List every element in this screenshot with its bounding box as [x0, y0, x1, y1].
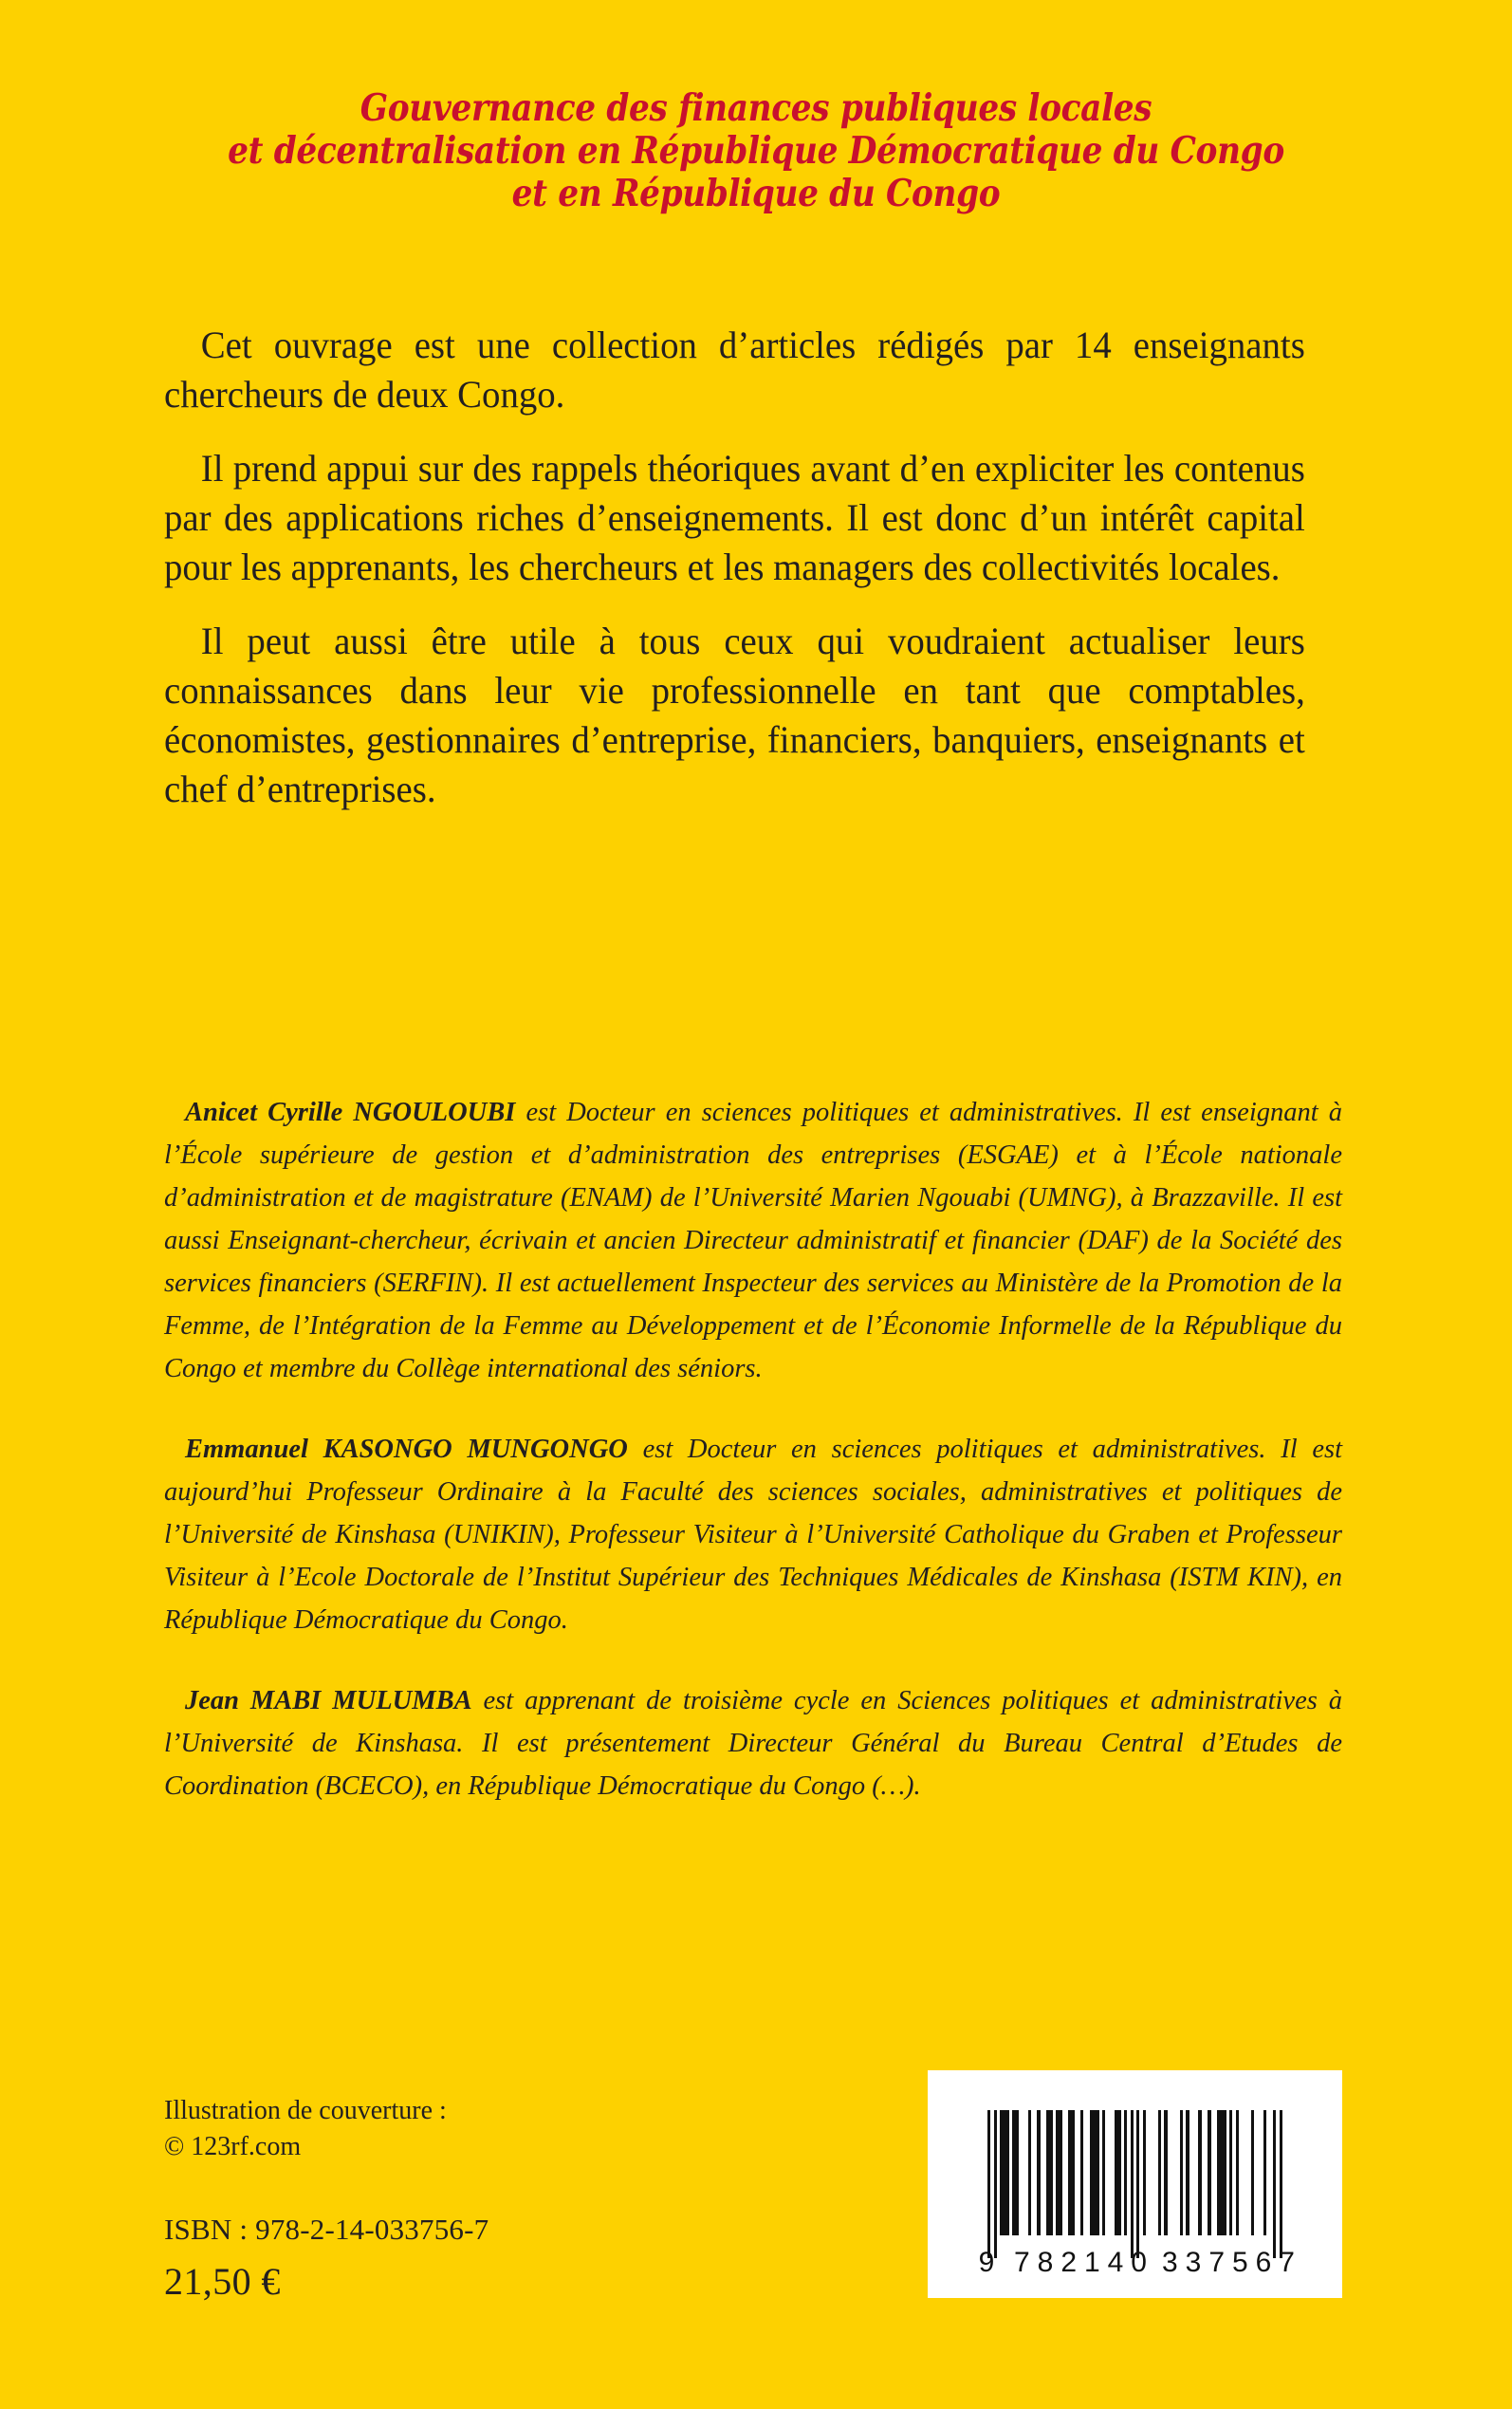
synopsis-paragraph-3: Il peut aussi être utile à tous ceux qui voudraient actualiser leurs connaissances dans leur vie professionnelle en tant que comptables, économistes, gestionnaires d’entreprise, financiers, banquiers, enseignants et chef d’entreprises.	[164, 620, 1305, 810]
title-line-3: et en République du Congo	[511, 172, 1001, 215]
barcode-bars	[987, 2110, 1282, 2235]
barcode-lead-digit: 9	[978, 2247, 995, 2278]
author-bio-1	[164, 1091, 1342, 1390]
book-title	[114, 87, 1398, 215]
synopsis-paragraph-2: Il prend appui sur des rappels théoriques avant d’en expliciter les contenus par des applications riches d’enseignements. Il est donc d’un intérêt capital pour les apprenants, les chercheurs et les managers des collectivités locales.	[164, 447, 1305, 588]
barcode	[928, 2070, 1342, 2298]
cover-credit-source: © 123rf.com	[164, 2132, 302, 2161]
author-name-3: Jean MABI MULUMBA	[185, 1686, 472, 1715]
synopsis-paragraph-1: Cet ouvrage est une collection d’articles rédigés par 14 enseignants chercheurs de deux Congo.	[164, 324, 1305, 416]
author-bio-3	[164, 1679, 1342, 1807]
author-name-1: Anicet Cyrille NGOULOUBI	[185, 1098, 516, 1127]
title-line-1: Gouvernance des finances publiques locales	[360, 86, 1152, 130]
author-bio-text-1: est Docteur en sciences politiques et administratives. Il est enseignant à l’École supérieure de gestion et d’administration des entreprises (ESGAE) et à l’École nationale d’administration et de magistrature (ENAM) de l’Université Marien Ngouabi (UMNG), à Brazzaville. Il est aussi Enseignant-chercheur, écrivain et ancien Directeur administratif et financier (DAF) de la Société des services financiers (SERFIN). Il est actuellement Inspecteur des services au Ministère de la Promotion de la Femme, de l’Intégration de la Femme au Développement et de l’Économie Informelle de la République du Congo et membre du Collège international des séniors.	[164, 1098, 1343, 1383]
author-bio-text-2: est Docteur en sciences politiques et administratives. Il est aujourd’hui Professeur Ordinaire à la Faculté des sciences sociales, administratives et politiques de l’Université de Kinshasa (UNIKIN), Professeur Visiteur à l’Université Catholique du Graben et Professeur Visiteur à l’Ecole Doctorale de l’Institut Supérieur des Techniques Médicales de Kinshasa (ISTM KIN), en République Démocratique du Congo.	[164, 1435, 1342, 1635]
price-text: 21,50 €	[164, 2260, 281, 2303]
title-line-2: et décentralisation en République Démocratique du Congo	[228, 129, 1284, 173]
barcode-right-group: 3 3 7 5 6 7	[1162, 2247, 1295, 2278]
author-biographies	[164, 1091, 1342, 1807]
cover-credit-label: Illustration de couverture :	[164, 2096, 447, 2125]
author-bio-text-3: est apprenant de troisième cycle en Sciences politiques et administratives à l’Université de Kinshasa. Il est présentement Directeur Général du Bureau Central d’Etudes de Coordination (BCECO), en République Démocratique du Congo (…).	[164, 1686, 1342, 1801]
author-bio-2	[164, 1428, 1342, 1641]
author-name-2: Emmanuel KASONGO MUNGONGO	[185, 1435, 628, 1464]
isbn-text: ISBN : 978-2-14-033756-7	[164, 2213, 489, 2246]
book-synopsis	[164, 321, 1340, 814]
barcode-inner	[928, 2070, 1342, 2298]
cover-illustration-credit	[164, 2093, 447, 2165]
barcode-left-group: 7 8 2 1 4 0	[1014, 2247, 1147, 2278]
barcode-digits	[970, 2249, 1302, 2277]
